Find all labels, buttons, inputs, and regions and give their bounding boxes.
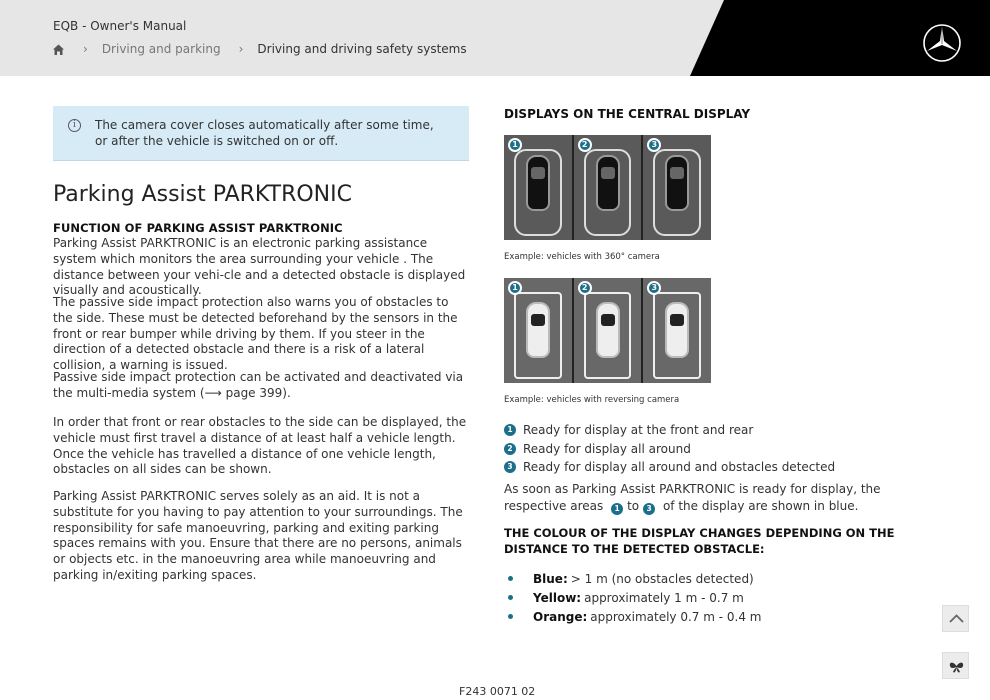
app-menu-button[interactable] — [942, 652, 969, 679]
display-panel — [574, 278, 644, 383]
callout-badge: 2 — [504, 443, 516, 455]
callout-badge: 2 — [578, 281, 592, 295]
callout-legend — [504, 421, 835, 477]
section-heading-function: FUNCTION OF PARKING ASSIST PARKTRONIC — [53, 221, 343, 235]
displays-heading: DISPLAYS ON THE CENTRAL DISPLAY — [504, 107, 751, 121]
info-note — [53, 106, 469, 161]
callout-badge: 3 — [643, 503, 655, 515]
bullet-icon — [508, 614, 513, 619]
home-icon[interactable] — [52, 43, 65, 56]
display-image-360-camera — [504, 135, 711, 240]
info-note-text: The camera cover closes automatically after some time, or after the vehicle is switched on or off. — [95, 118, 434, 148]
mercedes-star-logo[interactable] — [922, 23, 962, 63]
paragraph-activation: Passive side impact protection can be activated and deactivated via the multi-media system (⟶ page 399). — [53, 370, 464, 400]
callout-badge: 3 — [647, 138, 661, 152]
vehicle-graphic — [596, 302, 620, 358]
callout-badge: 3 — [504, 461, 516, 473]
chevron-right-icon: › — [238, 42, 244, 56]
legend-text: Ready for display all around — [523, 441, 691, 456]
callout-badge: 1 — [611, 503, 623, 515]
footer-code: F243 0071 02 — [459, 685, 536, 698]
display-panel — [643, 278, 711, 383]
callout-badge: 1 — [508, 281, 522, 295]
display-panel — [504, 278, 574, 383]
page-title: Parking Assist PARKTRONIC — [53, 182, 352, 207]
page-header — [0, 0, 990, 76]
paragraph-intro: Parking Assist PARKTRONIC is an electronic parking assistance system which monitors the area surrounding your vehicle . The distance between your vehi-cle and a detected obstacle is displayed visually and acoustically. — [53, 236, 466, 298]
butterfly-icon — [943, 653, 970, 680]
bullet-icon — [508, 595, 513, 600]
paragraph-ready-display: As soon as Parking Assist PARKTRONIC is ready for display, the respective areas 1 to 3 of the display are shown in blue. — [504, 482, 881, 513]
paragraph-side-protection: The passive side impact protection also warns you of obstacles to the side. These must be detected beforehand by the sensors in the front or rear bumper while driving by them. If you steer in the direction of a detected obstacle and there is a risk of a lateral collision, a warning is issued. — [53, 295, 458, 373]
callout-badge: 1 — [508, 138, 522, 152]
vehicle-graphic — [596, 155, 620, 211]
legend-text: Ready for display all around and obstacles detected — [523, 460, 836, 475]
breadcrumb-item-driving-and-parking[interactable]: Driving and parking — [101, 42, 221, 56]
legend-item — [504, 458, 835, 477]
vehicle-graphic — [526, 302, 550, 358]
legend-text: Ready for display at the front and rear — [523, 423, 754, 438]
colour-list — [508, 569, 761, 626]
breadcrumb — [52, 42, 467, 56]
caption-360-camera: Example: vehicles with 360° camera — [504, 252, 660, 262]
callout-badge: 1 — [504, 424, 516, 436]
display-image-reversing-camera — [504, 278, 711, 383]
callout-badge: 2 — [578, 138, 592, 152]
display-panel — [504, 135, 574, 240]
paragraph-distance: In order that front or rear obstacles to the side can be displayed, the vehicle must first travel a distance of at least half a vehicle length. Once the vehicle has travelled a distance of one vehicle length, obstacles on all sides can be shown. — [53, 415, 467, 477]
app-title: EQB - Owner's Manual — [53, 19, 187, 33]
chevron-up-icon — [943, 606, 970, 633]
legend-item — [504, 421, 835, 440]
bullet-icon — [508, 576, 513, 581]
colour-heading: THE COLOUR OF THE DISPLAY CHANGES DEPENDING ON THE DISTANCE TO THE DETECTED OBSTACLE: — [504, 526, 895, 556]
vehicle-graphic — [526, 155, 550, 211]
callout-badge: 3 — [647, 281, 661, 295]
list-item: Blue: > 1 m (no obstacles detected) — [508, 569, 761, 588]
scroll-to-top-button[interactable] — [942, 605, 969, 632]
chevron-right-icon: › — [83, 42, 88, 56]
display-panel — [574, 135, 644, 240]
list-item: Yellow: approximately 1 m - 0.7 m — [508, 588, 761, 607]
list-item: Orange: approximately 0.7 m - 0.4 m — [508, 607, 761, 626]
display-panel — [643, 135, 711, 240]
vehicle-graphic — [665, 302, 689, 358]
legend-item — [504, 440, 835, 459]
breadcrumb-item-safety-systems[interactable]: Driving and driving safety systems — [257, 42, 467, 56]
paragraph-responsibility: Parking Assist PARKTRONIC serves solely as an aid. It is not a substitute for you having to pay attention to your surroundings. The responsibility for safe manoeuvring, parking and exiting parking spaces remains with you. Ensure that there are no persons, animals or objects etc. in the manoeuvring area while manoeuvring and parking in/exiting parking spaces. — [53, 489, 463, 582]
vehicle-graphic — [665, 155, 689, 211]
caption-reversing-camera: Example: vehicles with reversing camera — [504, 395, 680, 405]
info-icon: i — [68, 119, 81, 132]
